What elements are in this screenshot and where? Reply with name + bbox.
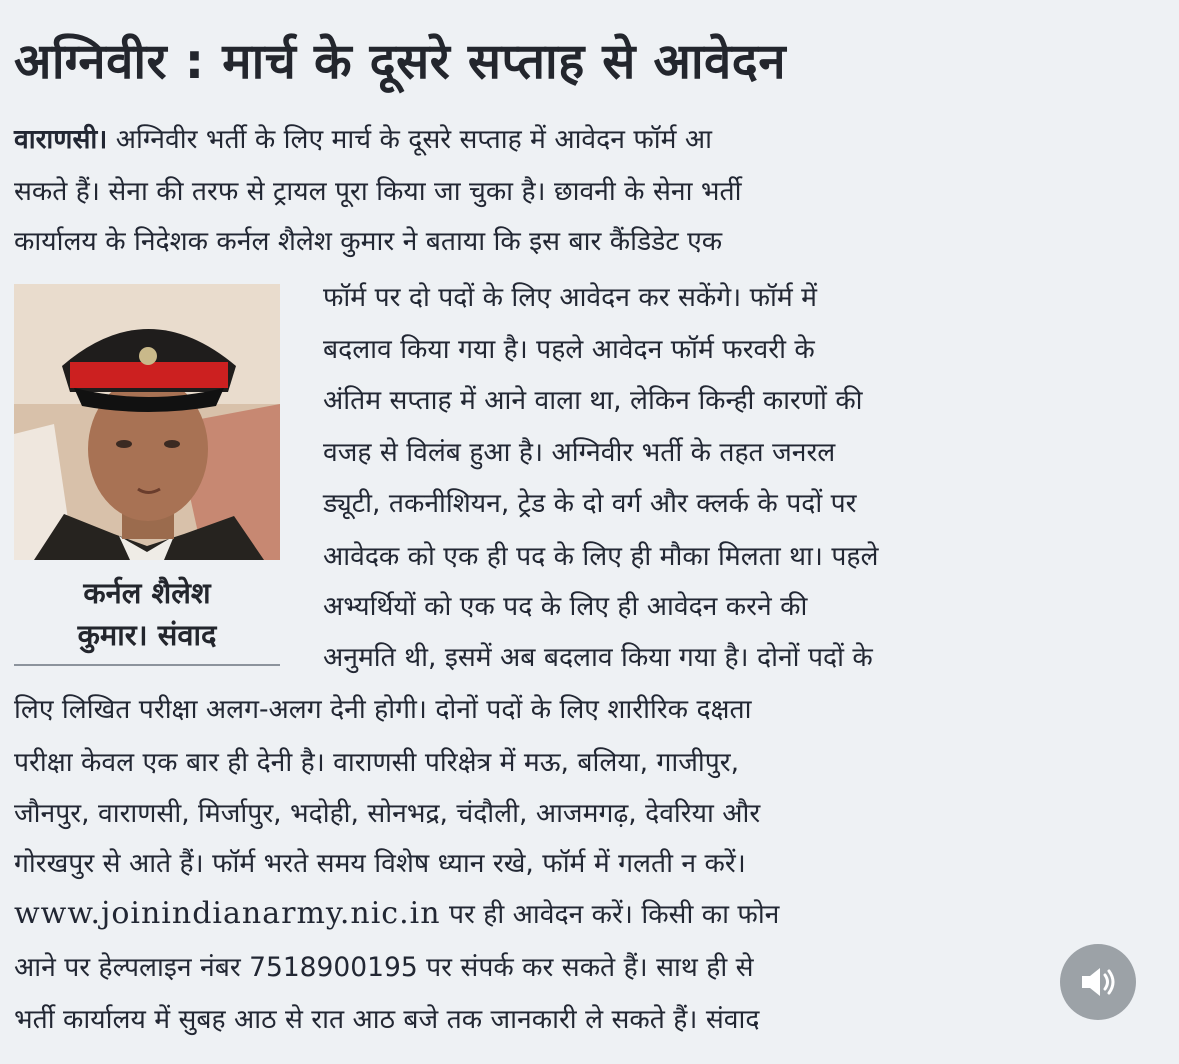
article-line-8: ड्यूटी, तकनीशियन, ट्रेड के दो वर्ग और क्लर्क के पदों पर bbox=[323, 488, 857, 519]
article-line-10: अभ्यर्थियों को एक पद के लिए ही आवेदन करने की bbox=[323, 591, 808, 622]
article-line-5: बदलाव किया गया है। पहले आवेदन फॉर्म फरवरी के bbox=[323, 334, 815, 365]
article-line-13: परीक्षा केवल एक बार ही देनी है। वाराणसी परिक्षेत्र में मऊ, बलिया, गाजीपुर, bbox=[14, 747, 740, 778]
article-line-14: जौनपुर, वाराणसी, मिर्जापुर, भदोही, सोनभद्र, चंदौली, आजमगढ़, देवरिया और bbox=[14, 798, 761, 829]
article-line-1: वाराणसी। अग्निवीर भर्ती के लिए मार्च के दूसरे सप्ताह में आवेदन फॉर्म आ bbox=[14, 124, 712, 155]
article-line-17: आने पर हेल्पलाइन नंबर 7518900195 पर संपर्क कर सकते हैं। साथ ही से bbox=[14, 952, 754, 983]
caption-divider bbox=[14, 664, 280, 666]
speaker-volume-icon bbox=[1078, 964, 1118, 1000]
article-line-3: कार्यालय के निदेशक कर्नल शैलेश कुमार ने बताया कि इस बार कैंडिडेट एक bbox=[14, 226, 723, 257]
article-line-16: www.joinindianarmy.nic.in पर ही आवेदन करें। किसी का फोन bbox=[14, 896, 780, 931]
article-line-2: सकते हैं। सेना की तरफ से ट्रायल पूरा किया जा चुका है। छावनी के सेना भर्ती bbox=[14, 176, 742, 207]
article-line-11: अनुमति थी, इसमें अब बदलाव किया गया है। दोनों पदों के bbox=[323, 642, 873, 673]
dateline: वाराणसी। bbox=[14, 124, 108, 155]
article-line-9: आवेदक को एक ही पद के लिए ही मौका मिलता था। पहले bbox=[323, 541, 879, 572]
article-line-7: वजह से विलंब हुआ है। अग्निवीर भर्ती के तहत जनरल bbox=[323, 437, 836, 468]
audio-toggle-button[interactable] bbox=[1060, 944, 1136, 1020]
photo-caption: कर्नल शैलेश कुमार। संवाद bbox=[77, 576, 217, 652]
article-line-6: अंतिम सप्ताह में आने वाला था, लेकिन किन्ही कारणों की bbox=[323, 385, 863, 416]
army-website-url: www.joinindianarmy.nic.in bbox=[14, 896, 441, 931]
colonel-photo bbox=[14, 284, 280, 560]
article-line-15: गोरखपुर से आते हैं। फॉर्म भरते समय विशेष ध्यान रखे, फॉर्म में गलती न करें। bbox=[14, 848, 746, 879]
article-line-12: लिए लिखित परीक्षा अलग-अलग देनी होगी। दोनों पदों के लिए शारीरिक दक्षता bbox=[14, 694, 752, 725]
article-line-18: भर्ती कार्यालय में सुबह आठ से रात आठ बजे तक जानकारी ले सकते हैं। संवाद bbox=[14, 1004, 760, 1035]
article-line-4: फॉर्म पर दो पदों के लिए आवेदन कर सकेंगे। फॉर्म में bbox=[323, 282, 818, 313]
headline: अग्निवीर : मार्च के दूसरे सप्ताह से आवेदन bbox=[14, 33, 787, 90]
